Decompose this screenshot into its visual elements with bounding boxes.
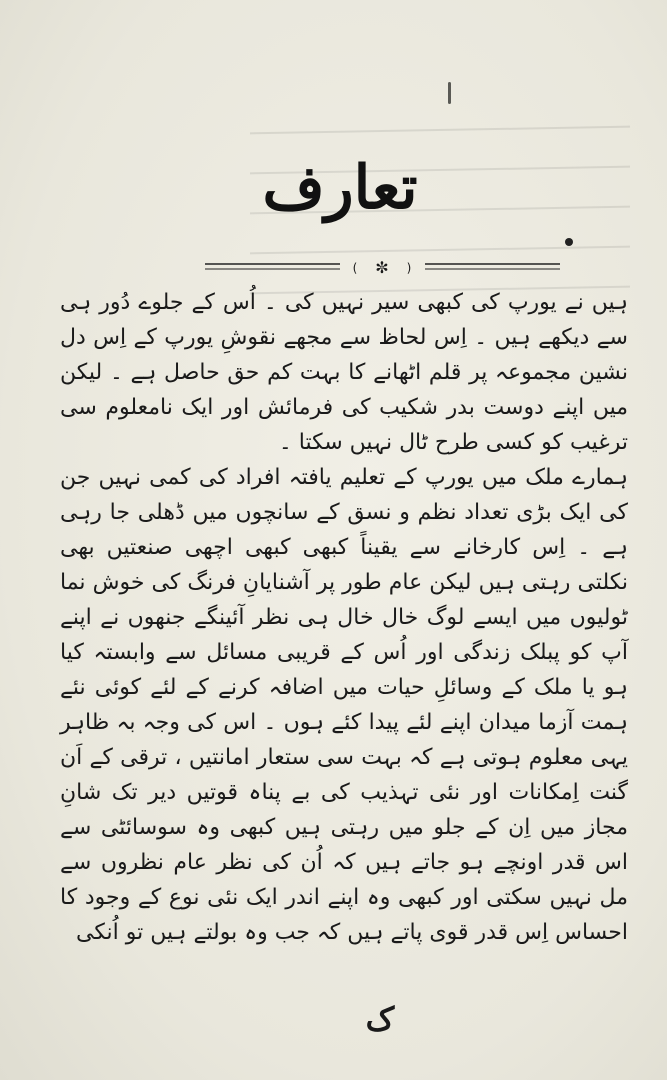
title-ornament-rule — [205, 258, 560, 278]
paragraph-2: ہمارے ملک میں یورپ کے تعلیم یافتہ افراد کی کمی نہیں جن کی ایک بڑی تعداد نظم و نسق کے سانچوں میں ڈھلی جا رہی ہے ۔ اِس کارخانے سے یقیناً کبھی کبھی اچھی صنعتیں بھی نکلتی رہتی ہیں لیکن عام طور پر آشنایانِ فرنگ کی خوش نما ٹولیوں میں ایسے لوگ خال خال ہی نظر آئینگے جنھوں نے اپنے آپ کو پبلک زندگی اور اُس کے قریبی مسائل سے وابستہ کیا ہو یا ملک کے وسائلِ حیات میں اضافہ کرنے کے لئے کوئی نئے ہمت آزما میدان اپنے لئے پیدا کئے ہوں ۔ اس کی وجہ بہ ظاہر یہی معلوم ہوتی ہے کہ بہت سی ستعار امانتیں ، ترقی کے اَن گنت اِمکانات اور نئی تہذیب کی بے پناہ قوتیں دیر تک شانِ مجاز میں اِن کے جلو میں رہتی ہیں کبھی وہ سوسائٹی سے اس قدر اونچے ہو جاتے ہیں کہ اُن کی نظر عام نظروں سے مل نہیں سکتی اور کبھی وہ اپنے اندر ایک نئی نوع کے وجود کا احساس اِس قدر قوی پاتے ہیں کہ جب وہ بولتے ہیں تو اُنکی — [60, 465, 628, 945]
catchword: ک — [365, 1000, 395, 1038]
paragraph-1: ہیں نے یورپ کی کبھی سیر نہیں کی ۔ اُس کے جلوے دُور ہی سے دیکھے ہیں ۔ اِس لحاظ سے مجھے نقوشِ یورپ کے اِس دل نشین مجموعہ پر قلم اٹھانے کا بہت کم حق حاصل ہے ۔ لیکن میں اپنے دوست بدر شکیب کی فرمائش اور ایک نامعلوم سی ترغیب کو کسی طرح ٹال نہیں سکتا ۔ — [60, 290, 628, 455]
ink-mark — [448, 82, 451, 104]
ornament-star-icon: ✼ — [375, 258, 389, 277]
svg-text:(: ( — [352, 261, 358, 275]
title-dot — [565, 238, 573, 246]
body-text — [60, 285, 628, 950]
page-title: تعارف — [262, 153, 418, 223]
svg-text:): ) — [406, 261, 412, 275]
